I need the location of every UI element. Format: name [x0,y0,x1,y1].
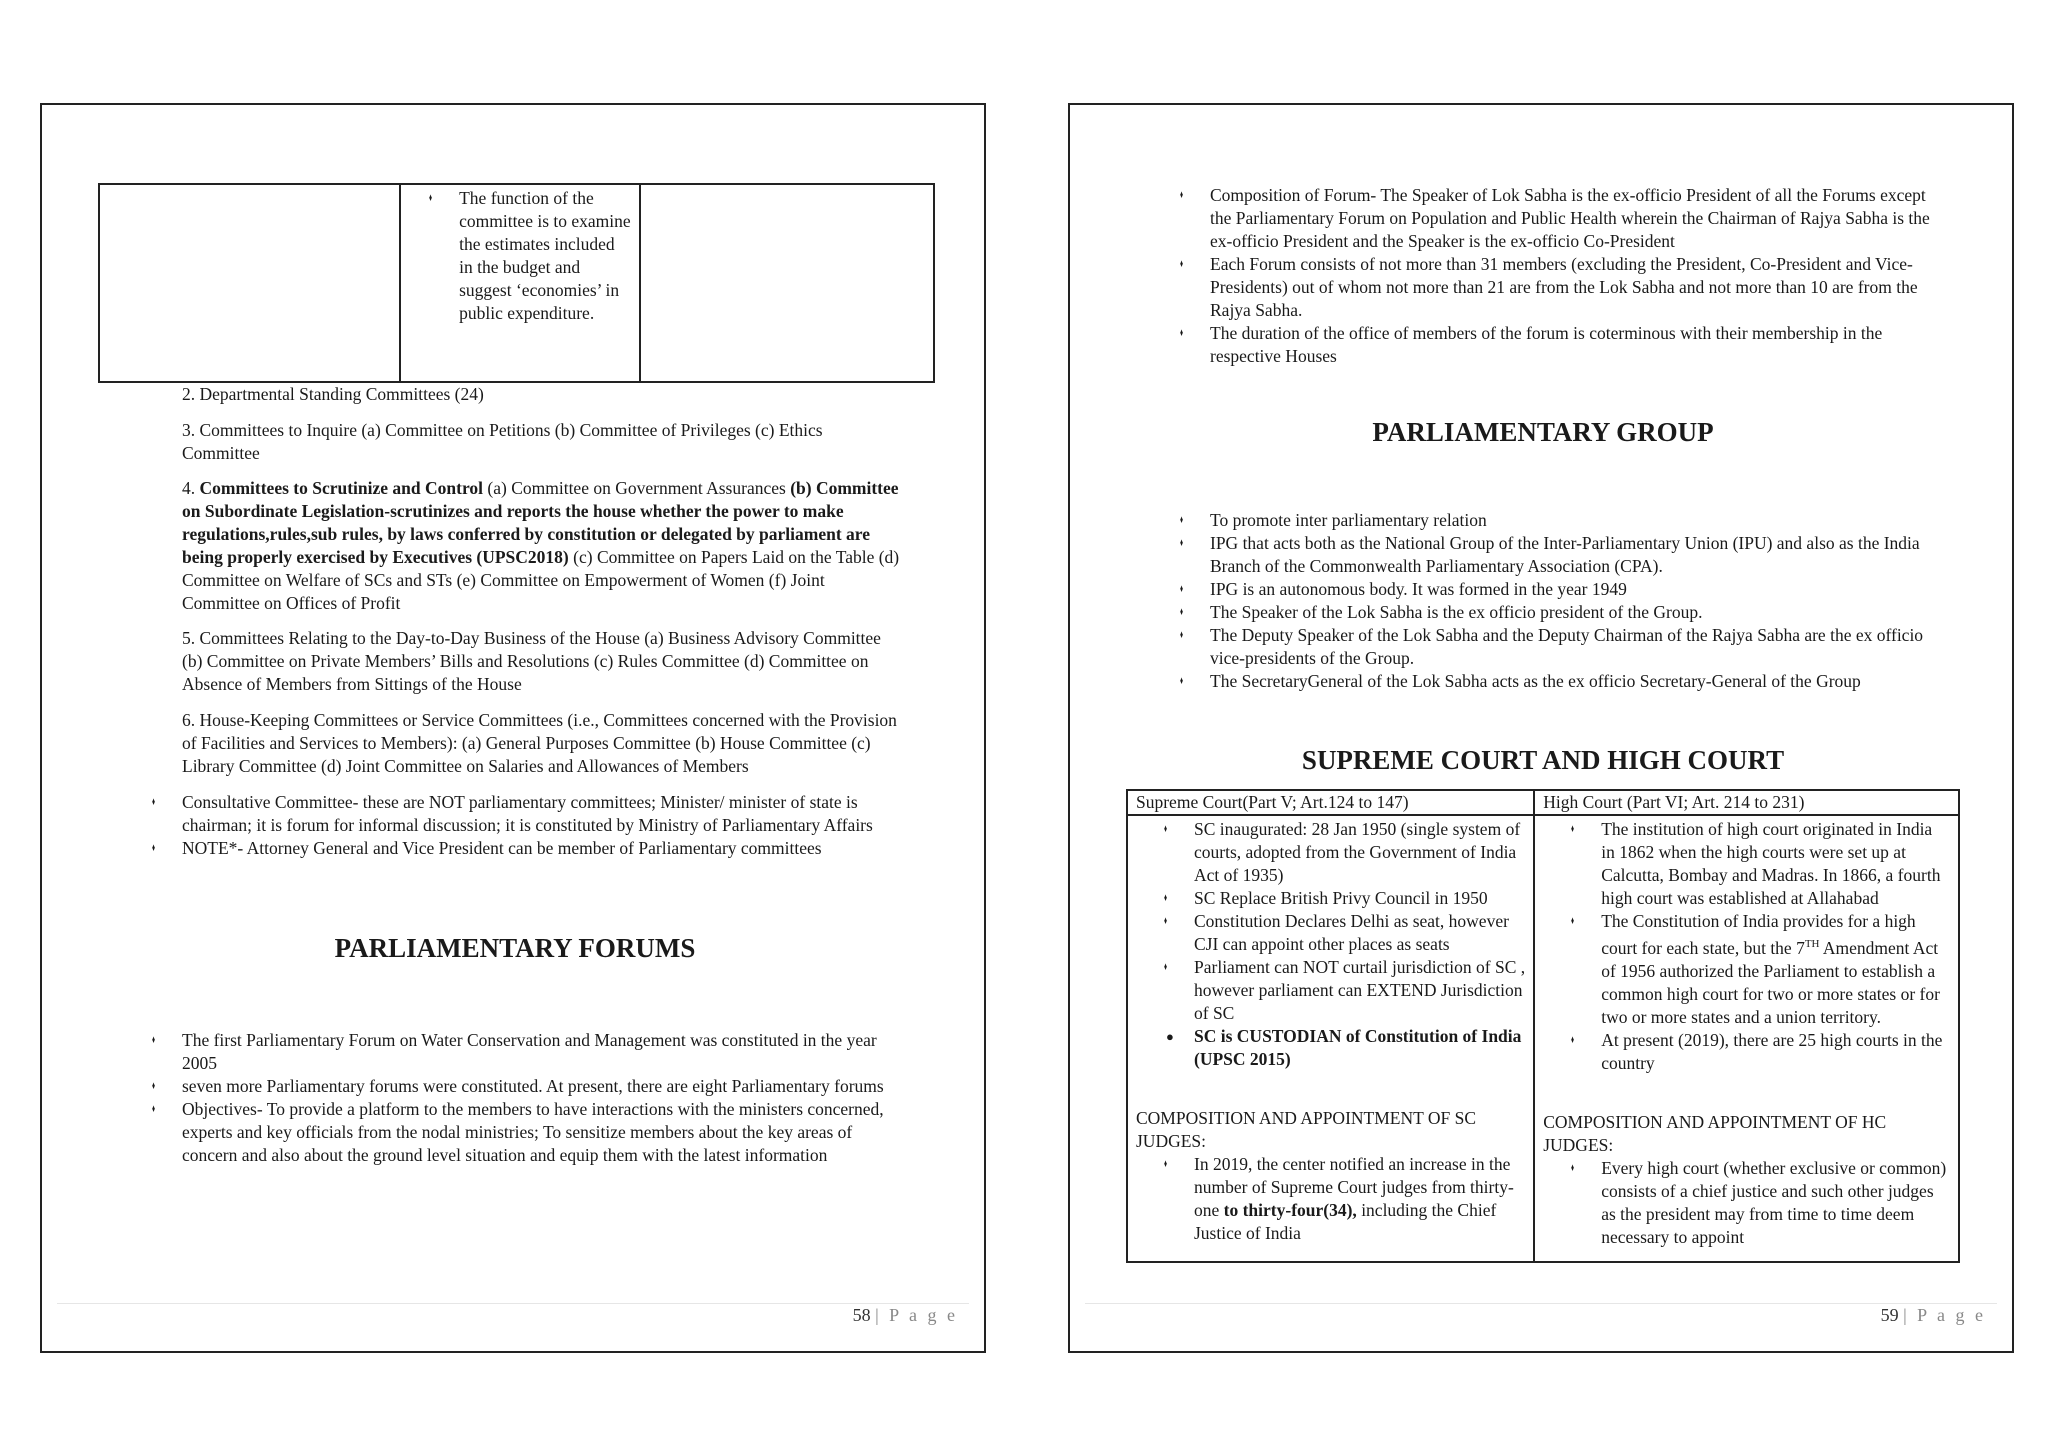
list-item: ♦ The institution of high court originated in India in 1862 when the high courts were set up at Calcutta, Bombay and Madras. In 1866, a fourth high court was established at Allahabad [1571,818,1950,910]
list-item: ● SC is CUSTODIAN of Constitution of India (UPSC 2015) [1164,1025,1525,1071]
list-item: ♦ Composition of Forum- The Speaker of Lok Sabha is the ex-officio President of all the Forums except the Parliamentary Forum on Population and Public Health wherein the Chairman of Rajya Sabha is the ex-officio President and the Speaker is the ex-officio Co-President [1180,184,1940,253]
list-item: ♦ The Deputy Speaker of the Lok Sabha and the Deputy Chairman of the Rajya Sabha are the ex officio vice-presidents of the Group. [1180,624,1940,670]
committee-notes-list [152,791,902,860]
estimates-committee-table [98,183,935,383]
table-cell-empty [99,184,400,382]
court-comparison-table [1126,789,1960,1263]
parliamentary-group-list [1180,509,1940,693]
heading-parliamentary-forums: PARLIAMENTARY FORUMS [334,933,696,963]
list-item: ♦ SC Replace British Privy Council in 1950 [1164,887,1525,910]
footer-divider [1085,1303,1997,1304]
hc-composition-title: COMPOSITION AND APPOINTMENT OF HC JUDGES: [1543,1112,1887,1156]
table-cell-function [400,184,640,382]
list-item: ♦ The Constitution of India provides for a high court for each state, but the 7TH Amendment Act of 1956 authorized the Parliament to establish a common high court for two or more states or for two or more states and a union territory. [1571,910,1950,1029]
high-court-cell [1534,815,1959,1262]
page-number: 58 | P a g e [852,1305,958,1325]
list-item: ♦ IPG that acts both as the National Group of the Inter-Parliamentary Union (IPU) and also as the India Branch of the Commonwealth Parliamentary Association (CPA). [1180,532,1940,578]
list-item: ♦ seven more Parliamentary forums were constituted. At present, there are eight Parliamentary forums [152,1075,902,1098]
forum-composition-list [1180,184,1940,368]
list-item: ♦ Parliament can NOT curtail jurisdiction of SC , however parliament can EXTEND Jurisdiction of SC [1164,956,1525,1025]
hc-composition-list [1571,1157,1950,1249]
sc-composition-list [1164,1153,1525,1245]
page-59 [1068,103,2014,1353]
table-cell-empty [640,184,934,382]
list-item: ♦ The SecretaryGeneral of the Lok Sabha acts as the ex officio Secretary-General of the Group [1180,670,1940,693]
list-item: ♦ NOTE*- Attorney General and Vice President can be member of Parliamentary committees [152,837,902,860]
heading-supreme-high-court: SUPREME COURT AND HIGH COURT [1301,745,1785,775]
supreme-court-custodian-list [1164,1025,1525,1071]
list-item: ♦ Every high court (whether exclusive or common) consists of a chief justice and such other judges as the president may from time to time deem necessary to appoint [1571,1157,1950,1249]
list-item: ♦ SC inaugurated: 28 Jan 1950 (single system of courts, adopted from the Government of India Act of 1935) [1164,818,1525,887]
list-item: ♦ The duration of the office of members of the forum is coterminous with their membership in the respective Houses [1180,322,1940,368]
sc-composition-title: COMPOSITION AND APPOINTMENT OF SC JUDGES: [1136,1108,1477,1152]
page-58 [40,103,986,1353]
list-item: ♦ The function of the committee is to examine the estimates included in the budget and suggest ‘economies’ in public expenditure. [429,187,631,325]
paragraph-committees-6: 6. House-Keeping Committees or Service Committees (i.e., Committees concerned with the Provision of Facilities and Services to Members): (a) General Purposes Committee (b) House Committee (c) Library Committee (d) Joint Committee on Salaries and Allowances of Members [182,710,897,776]
footer-divider [57,1303,969,1304]
list-item: ♦ To promote inter parliamentary relation [1180,509,1940,532]
high-court-list [1571,818,1950,1075]
forums-list [152,1029,902,1167]
list-item: ♦ In 2019, the center notified an increase in the number of Supreme Court judges from thirty-one to thirty-four(34), including the Chief Justice of India [1164,1153,1525,1245]
paragraph-committees-2: 2. Departmental Standing Committees (24) [182,384,484,404]
heading-parliamentary-group: PARLIAMENTARY GROUP [1372,417,1714,447]
list-item: ♦ Objectives- To provide a platform to the members to have interactions with the ministers concerned, experts and key officials from the nodal ministries; To sensitize members about the key areas of concern and also about the ground level situation and equip them with the latest information [152,1098,902,1167]
list-item: ♦ Each Forum consists of not more than 31 members (excluding the President, Co-President and Vice-Presidents) out of whom not more than 21 are from the Lok Sabha and not more than 10 are from the Rajya Sabha. [1180,253,1940,322]
list-item: ♦ The first Parliamentary Forum on Water Conservation and Management was constituted in the year 2005 [152,1029,902,1075]
table-header-supreme-court: Supreme Court(Part V; Art.124 to 147) [1127,790,1534,815]
list-item: ♦ Constitution Declares Delhi as seat, however CJI can appoint other places as seats [1164,910,1525,956]
supreme-court-list [1164,818,1525,1025]
paragraph-committees-5: 5. Committees Relating to the Day-to-Day Business of the House (a) Business Advisory Committee (b) Committee on Private Members’ Bills and Resolutions (c) Rules Committee (d) Committee on Absence of Members from Sittings of the House [182,628,881,694]
table-header-high-court: High Court (Part VI; Art. 214 to 231) [1534,790,1959,815]
list-item: ♦ Consultative Committee- these are NOT parliamentary committees; Minister/ minister of state is chairman; it is forum for informal discussion; it is constituted by Ministry of Parliamentary Affairs [152,791,902,837]
page-number: 59 | P a g e [1880,1305,1986,1325]
list-item: ♦ At present (2019), there are 25 high courts in the country [1571,1029,1950,1075]
list-item: ♦ IPG is an autonomous body. It was formed in the year 1949 [1180,578,1940,601]
supreme-court-cell [1127,815,1534,1262]
paragraph-committees-3: 3. Committees to Inquire (a) Committee on Petitions (b) Committee of Privileges (c) Ethics Committee [182,420,823,463]
paragraph-committees-4: 4. Committees to Scrutinize and Control (a) Committee on Government Assurances (b) Committee on Subordinate Legislation-scrutinizes and reports the house whether the power to make regulations,rules,sub rules, by laws conferred by constitution or delegated by parliament are being properly exercised by Executives (UPSC2018) (c) Committee on Papers Laid on the Table (d) Committee on Welfare of SCs and STs (e) Committee on Empowerment of Women (f) Joint Committee on Offices of Profit [182,478,900,613]
list-item: ♦ The Speaker of the Lok Sabha is the ex officio president of the Group. [1180,601,1940,624]
